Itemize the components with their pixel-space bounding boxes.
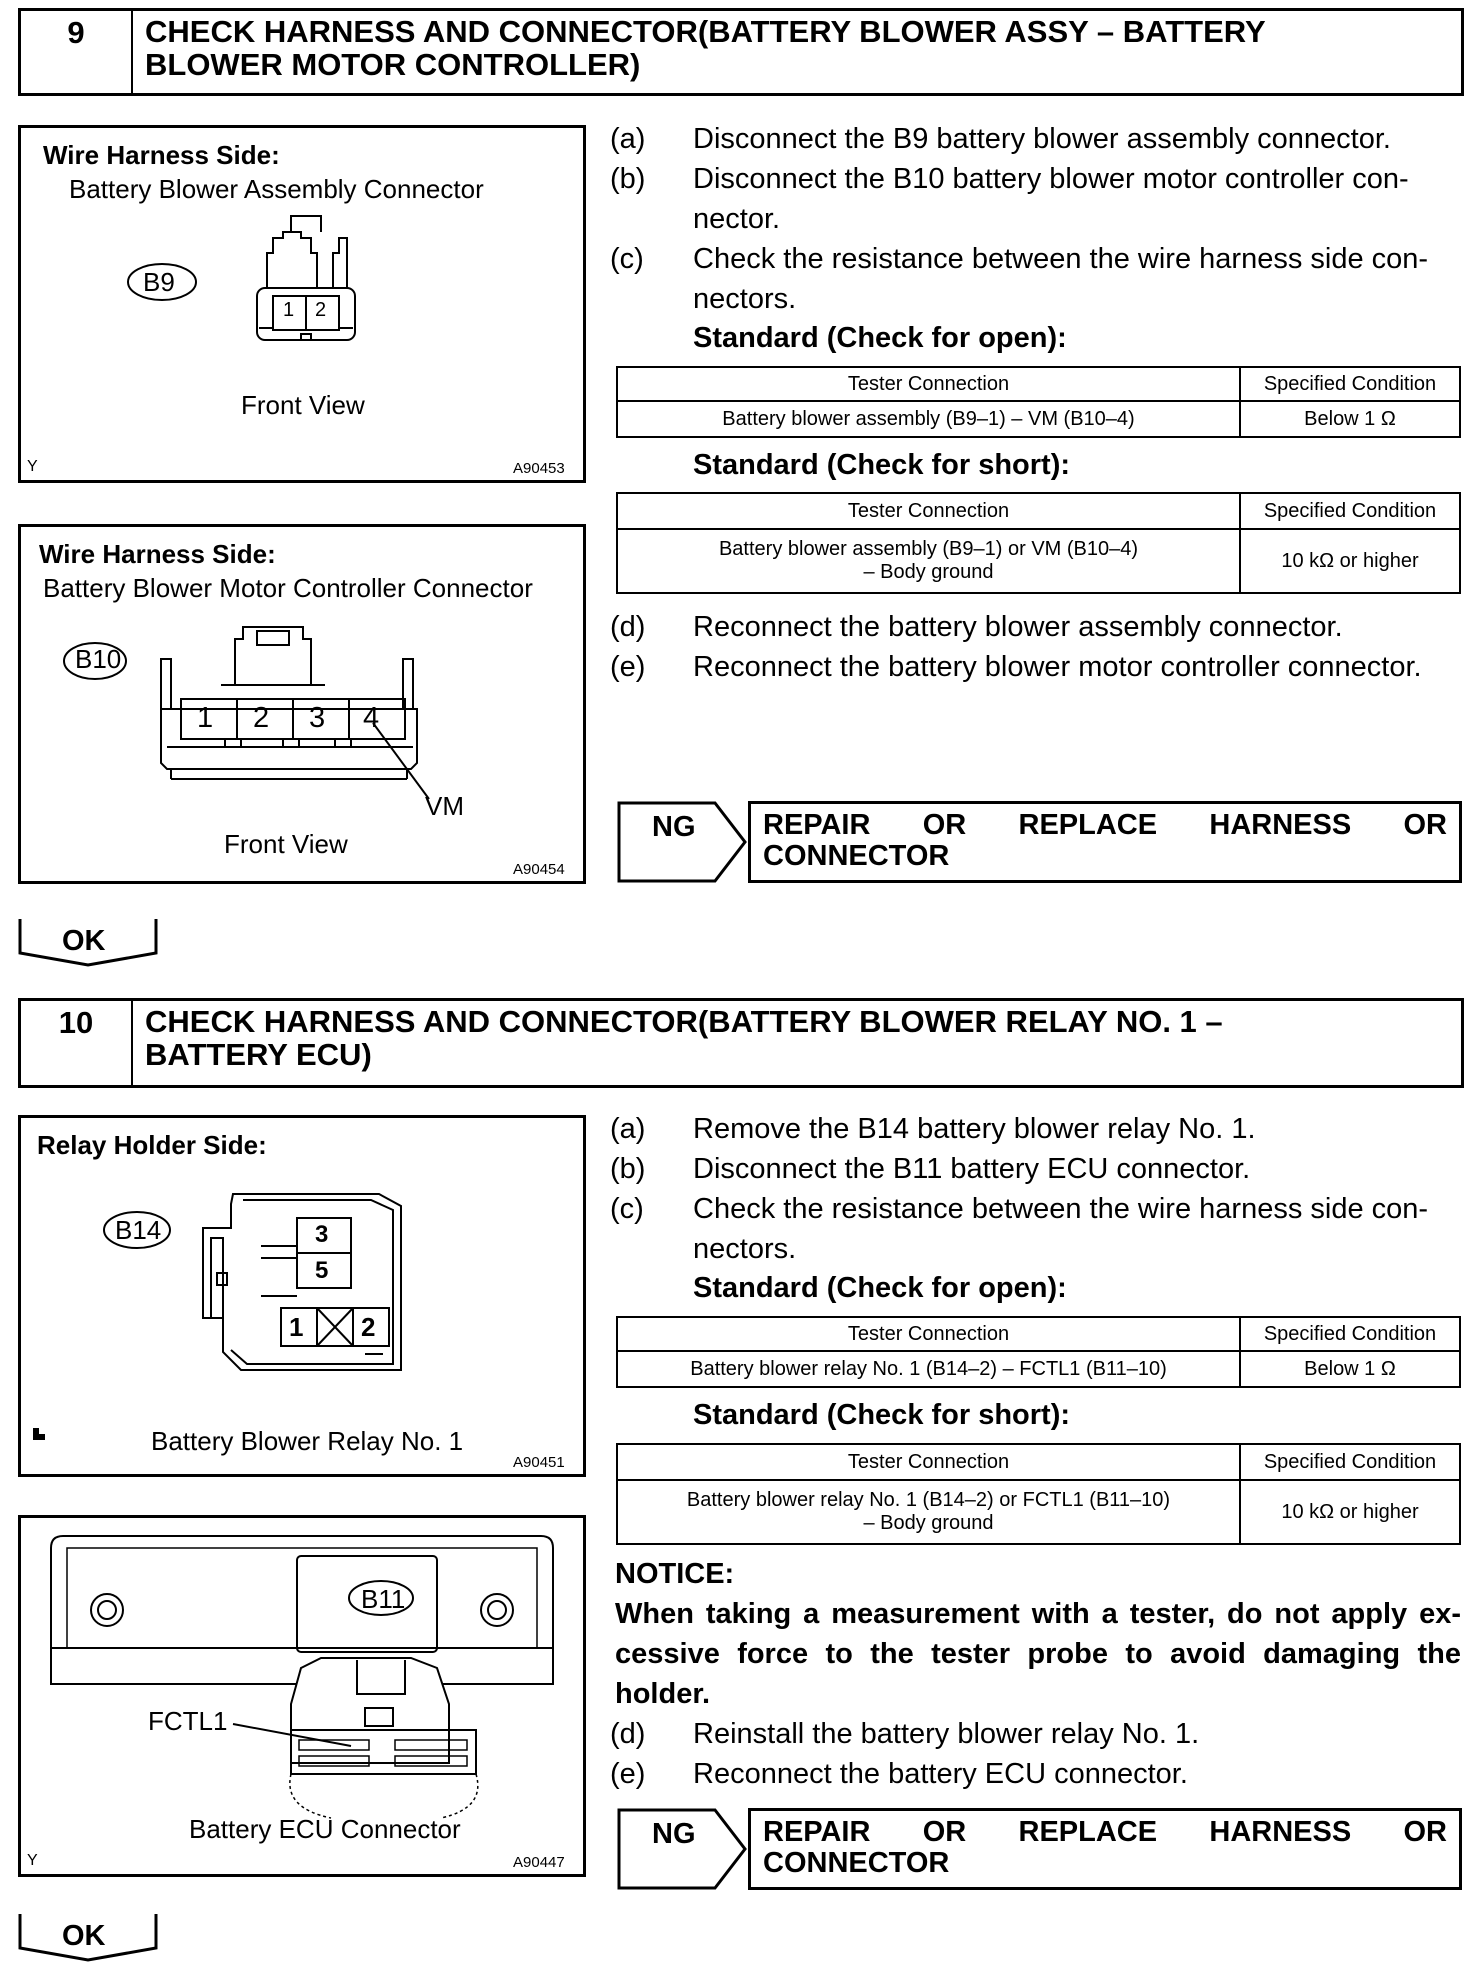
ng-result bbox=[617, 1808, 1462, 1890]
step-9-header bbox=[18, 8, 1464, 96]
figure-subtitle: Battery Blower Motor Controller Connector bbox=[43, 573, 533, 603]
ok-label: OK bbox=[62, 925, 106, 957]
ok-result bbox=[18, 917, 158, 967]
spec-table-open: Tester Connection Specified Condition Battery blower relay No. 1 (B14–2) – FCTL1 (B11–10) Below 1 Ω bbox=[616, 1316, 1461, 1388]
standard-heading: Standard (Check for short): bbox=[693, 1399, 1071, 1431]
figure-b10-connector bbox=[18, 524, 586, 884]
pin-label: 4 bbox=[363, 702, 380, 734]
connector-label: B11 bbox=[361, 1584, 406, 1614]
pin-label: 5 bbox=[315, 1257, 329, 1284]
corner-mark: Y bbox=[27, 458, 38, 475]
figure-heading: Relay Holder Side: bbox=[37, 1130, 267, 1160]
pin-label: 3 bbox=[309, 702, 326, 734]
figure-heading: Wire Harness Side: bbox=[39, 539, 276, 569]
spec-table-short: Tester Connection Specified Condition Battery blower assembly (B9–1) or VM (B10–4) – Body ground 10 kΩ or higher bbox=[616, 492, 1461, 594]
figure-subtitle: Battery Blower Assembly Connector bbox=[69, 174, 484, 204]
ng-action-box: REPAIR OR REPLACE HARNESS OR CONNECTOR bbox=[748, 801, 1462, 883]
figure-code: A90447 bbox=[513, 1854, 565, 1871]
step-title: CHECK HARNESS AND CONNECTOR(BATTERY BLOWER ASSY – BATTERY BLOWER MOTOR CONTROLLER) bbox=[145, 14, 1266, 82]
corner-mark: Y bbox=[27, 1852, 38, 1869]
figure-b9-connector bbox=[18, 125, 586, 483]
ng-label: NG bbox=[652, 811, 696, 843]
notice-text: When taking a measurement with a tester, do not apply ex-cessive force to the tester probe to avoid damaging the holder. bbox=[615, 1598, 1461, 1710]
ng-action-box: REPAIR OR REPLACE HARNESS OR CONNECTOR bbox=[748, 1808, 1462, 1890]
connector-label: B9 bbox=[143, 267, 175, 297]
pin-label: 3 bbox=[315, 1221, 329, 1248]
step-title: CHECK HARNESS AND CONNECTOR(BATTERY BLOWER RELAY NO. 1 – BATTERY ECU) bbox=[145, 1004, 1223, 1072]
ng-result bbox=[617, 801, 1462, 883]
notice-title: NOTICE: bbox=[615, 1558, 735, 1590]
view-label: Front View bbox=[224, 829, 348, 859]
callout-label: FCTL1 bbox=[148, 1706, 228, 1736]
ng-label: NG bbox=[652, 1818, 696, 1850]
callout-label: VM bbox=[425, 791, 464, 821]
b10-connector-drawing bbox=[21, 527, 583, 881]
step-10-header bbox=[18, 998, 1464, 1088]
spec-table-open: Tester Connection Specified Condition Battery blower assembly (B9–1) – VM (B10–4) Below 1 Ω bbox=[616, 366, 1461, 438]
b9-connector-drawing bbox=[21, 128, 583, 480]
figure-b11-ecu-connector bbox=[18, 1515, 586, 1877]
pin-label: 1 bbox=[289, 1312, 304, 1342]
pin-label: 2 bbox=[361, 1312, 376, 1342]
figure-b14-relay-holder bbox=[18, 1115, 586, 1477]
pin-label: 1 bbox=[197, 702, 214, 734]
b14-relay-drawing bbox=[21, 1118, 583, 1474]
pin-label: 2 bbox=[253, 702, 270, 734]
figure-code: A90451 bbox=[513, 1454, 565, 1471]
figure-code: A90454 bbox=[513, 861, 565, 878]
connector-label: B10 bbox=[75, 644, 122, 674]
figure-code: A90453 bbox=[513, 460, 565, 477]
view-label: Front View bbox=[241, 390, 365, 420]
connector-label: B14 bbox=[115, 1215, 162, 1245]
step-number: 10 bbox=[21, 1001, 133, 1085]
figure-heading: Wire Harness Side: bbox=[43, 140, 280, 170]
ok-result bbox=[18, 1912, 158, 1962]
ok-label: OK bbox=[62, 1920, 106, 1952]
step-number: 9 bbox=[21, 11, 133, 93]
standard-heading: Standard (Check for open): bbox=[693, 1272, 1067, 1304]
standard-heading: Standard (Check for open): bbox=[693, 322, 1067, 354]
spec-table-short: Tester Connection Specified Condition Battery blower relay No. 1 (B14–2) or FCTL1 (B11–10) – Body ground 10 kΩ or higher bbox=[616, 1443, 1461, 1545]
figure-caption: Battery Blower Relay No. 1 bbox=[151, 1426, 464, 1456]
pin-label: 1 bbox=[283, 299, 295, 321]
pin-label: 2 bbox=[315, 299, 327, 321]
figure-caption: Battery ECU Connector bbox=[189, 1814, 461, 1844]
standard-heading: Standard (Check for short): bbox=[693, 449, 1071, 481]
